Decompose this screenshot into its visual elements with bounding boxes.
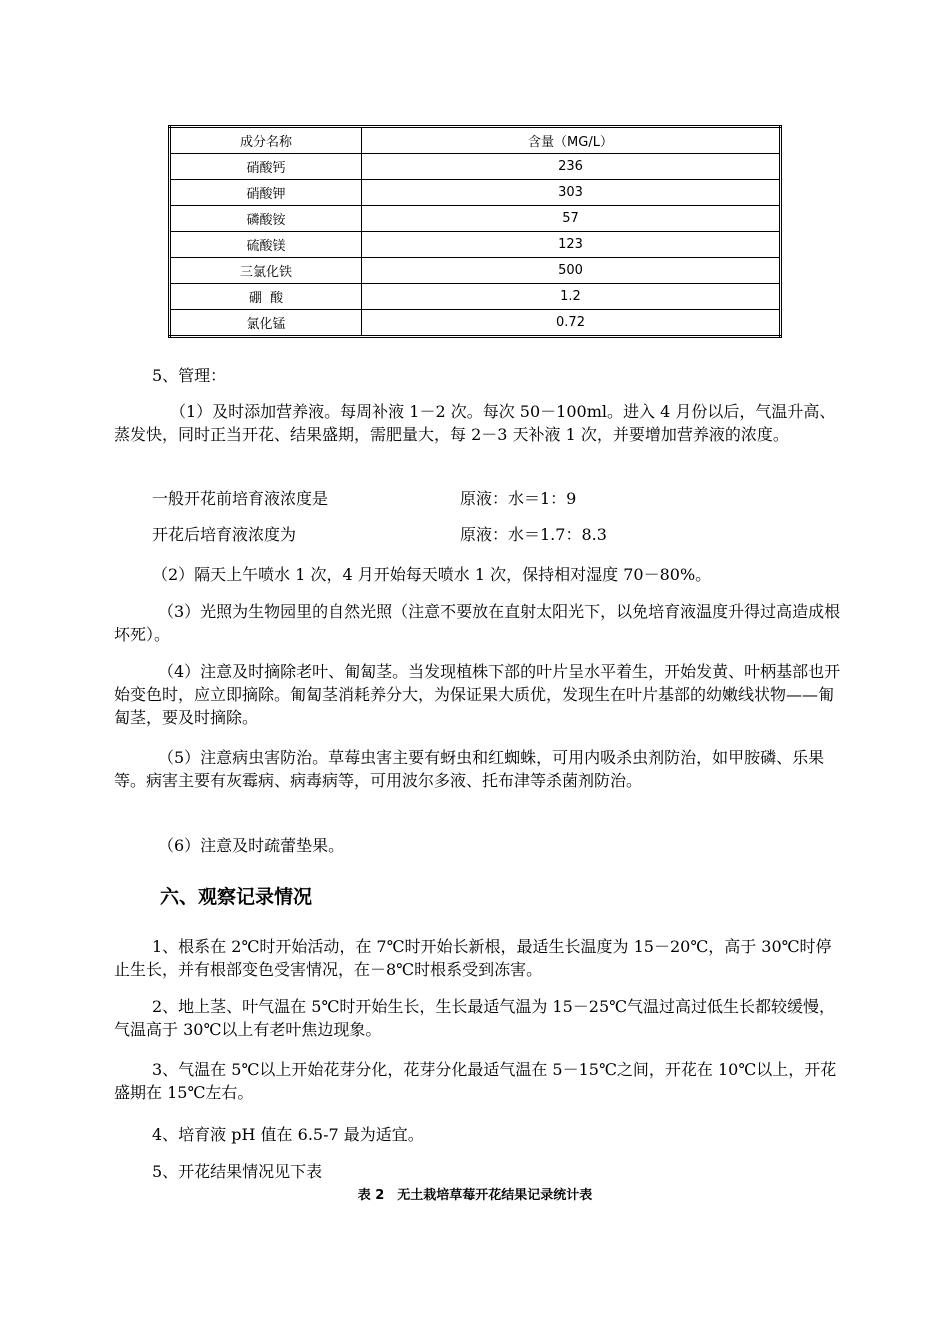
management-p6: （6）注意及时疏蕾垫果。 [158,836,345,855]
table-row [170,232,781,258]
management-p5: （5）注意病虫害防治。草莓虫害主要有蚜虫和红蜘蛛，可用内吸杀虫剂防治，如甲胺磷、乐果等。病害主要有灰霉病、病毒病等，可用波尔多液、托布津等杀菌剂防治。 [114,748,825,790]
row-amount: 1.2 [362,284,781,310]
row-name: 硝酸钾 [170,180,362,206]
management-title: 5、管理： [152,366,227,385]
management-p2: （2）隔天上午喷水 1 次，4 月开始每天喷水 1 次，保持相对湿度 70－80%。 [152,565,712,584]
header-name: 成分名称 [170,127,362,154]
table-header-row [170,127,781,154]
row-name: 三氯化铁 [170,258,362,284]
table-row [170,154,781,180]
row-name: 硝酸钙 [170,154,362,180]
nutrient-table [168,125,782,338]
table-row [170,258,781,284]
table-row [170,284,781,310]
conc2-label: 开花后培育液浓度为 [152,525,297,544]
table-row [170,310,781,337]
conc1-label: 一般开花前培育液浓度是 [152,489,329,508]
management-p4: （4）注意及时摘除老叶、匍匐茎。当发现植株下部的叶片呈水平着生，开始发黄、叶柄基部也开始变色时，应立即摘除。匍匐茎消耗养分大，为保证果大质优，发现生在叶片基部的幼嫩线状物——匍匐茎，要及时摘除。 [114,662,841,727]
row-name: 硫酸镁 [170,232,362,258]
observation-4: 4、培育液 pH 值在 6.5-7 最为适宜。 [152,1125,424,1144]
row-amount: 236 [362,154,781,180]
conc1-value: 原液：水＝1：9 [460,489,577,508]
management-p1: （1）及时添加营养液。每周补液 1－2 次。每次 50－100ml。进入 4 月份以后，气温升高、蒸发快，同时正当开花、结果盛期，需肥量大，每 2－3 天补液 1 次，并要增加营养液的浓度。 [114,402,836,444]
header-amount: 含量（MG/L） [362,127,781,154]
row-name: 磷酸铵 [170,206,362,232]
table-row [170,206,781,232]
observation-2: 2、地上茎、叶气温在 5℃时开始生长，生长最适气温为 15－25℃气温过高过低生长都较缓慢，气温高于 30℃以上有老叶焦边现象。 [114,997,836,1039]
management-p3: （3）光照为生物园里的自然光照（注意不要放在直射太阳光下，以免培育液温度升得过高造成根坏死）。 [114,602,841,644]
table-row [170,180,781,206]
row-amount: 57 [362,206,781,232]
observation-heading: 六、观察记录情况 [160,886,313,908]
observation-1: 1、根系在 2℃时开始活动，在 7℃时开始长新根，最适生长温度为 15－20℃，高于 30℃时停止生长，并有根部变色受害情况，在－8℃时根系受到冻害。 [114,937,832,979]
row-amount: 500 [362,258,781,284]
conc2-value: 原液：水＝1.7：8.3 [460,525,607,544]
table2-caption: 表 2 无土栽培草莓开花结果记录统计表 [357,1188,593,1203]
row-name: 氯化锰 [170,310,362,337]
observation-3: 3、气温在 5℃以上开始花芽分化，花芽分化最适气温在 5－15℃之间，开花在 10℃以上，开花盛期在 15℃左右。 [114,1060,837,1102]
observation-5: 5、开花结果情况见下表 [152,1162,323,1181]
row-amount: 303 [362,180,781,206]
row-amount: 0.72 [362,310,781,337]
row-name: 硼 酸 [170,284,362,310]
row-amount: 123 [362,232,781,258]
